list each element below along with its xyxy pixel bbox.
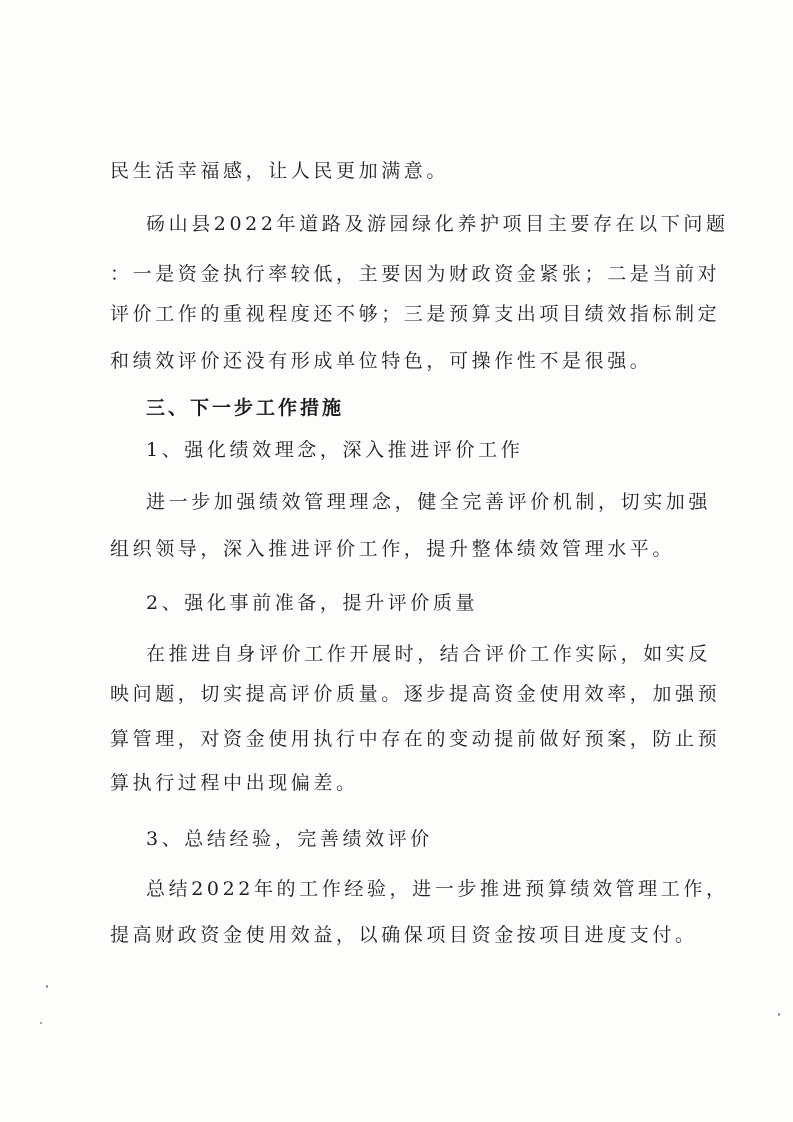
paragraph-line: 映问题，切实提高评价质量。逐步提高资金使用效率，加强预 — [110, 683, 721, 705]
subheading: 3、总结经验，完善绩效评价 — [146, 828, 433, 850]
paragraph-line: 算执行过程中出现偏差。 — [110, 772, 359, 794]
section-heading: 三、下一步工作措施 — [146, 397, 345, 419]
paragraph-line: 组织领导，深入推进评价工作，提升整体绩效管理水平。 — [110, 538, 676, 560]
paragraph-line: ：一是资金执行率较低，主要因为财政资金紧张；二是当前对 — [110, 263, 721, 285]
paragraph-line: 砀山县2022年道路及游园绿化养护项目主要存在以下问题 — [146, 213, 729, 235]
paragraph-line: 在推进自身评价工作开展时，结合评价工作实际，如实反 — [146, 643, 712, 665]
paragraph-line: 民生活幸福感，让人民更加满意。 — [110, 160, 450, 182]
paragraph-line: 评价工作的重视程度还不够；三是预算支出项目绩效指标制定 — [110, 303, 721, 325]
scan-speck — [40, 1022, 42, 1024]
scan-speck — [778, 1013, 780, 1016]
paragraph-line: 总结2022年的工作经验，进一步推进预算绩效管理工作， — [146, 878, 729, 900]
scan-speck — [46, 985, 48, 988]
subheading: 2、强化事前准备，提升评价质量 — [146, 592, 479, 614]
subheading: 1、强化绩效理念，深入推进评价工作 — [146, 439, 524, 461]
paragraph-line: 提高财政资金使用效益，以确保项目资金按项目进度支付。 — [110, 924, 698, 946]
paragraph-line: 和绩效评价还没有形成单位特色，可操作性不是很强。 — [110, 350, 653, 372]
paragraph-line: 算管理，对资金使用执行中存在的变动提前做好预案，防止预 — [110, 728, 721, 750]
paragraph-line: 进一步加强绩效管理理念，健全完善评价机制，切实加强 — [146, 491, 712, 513]
